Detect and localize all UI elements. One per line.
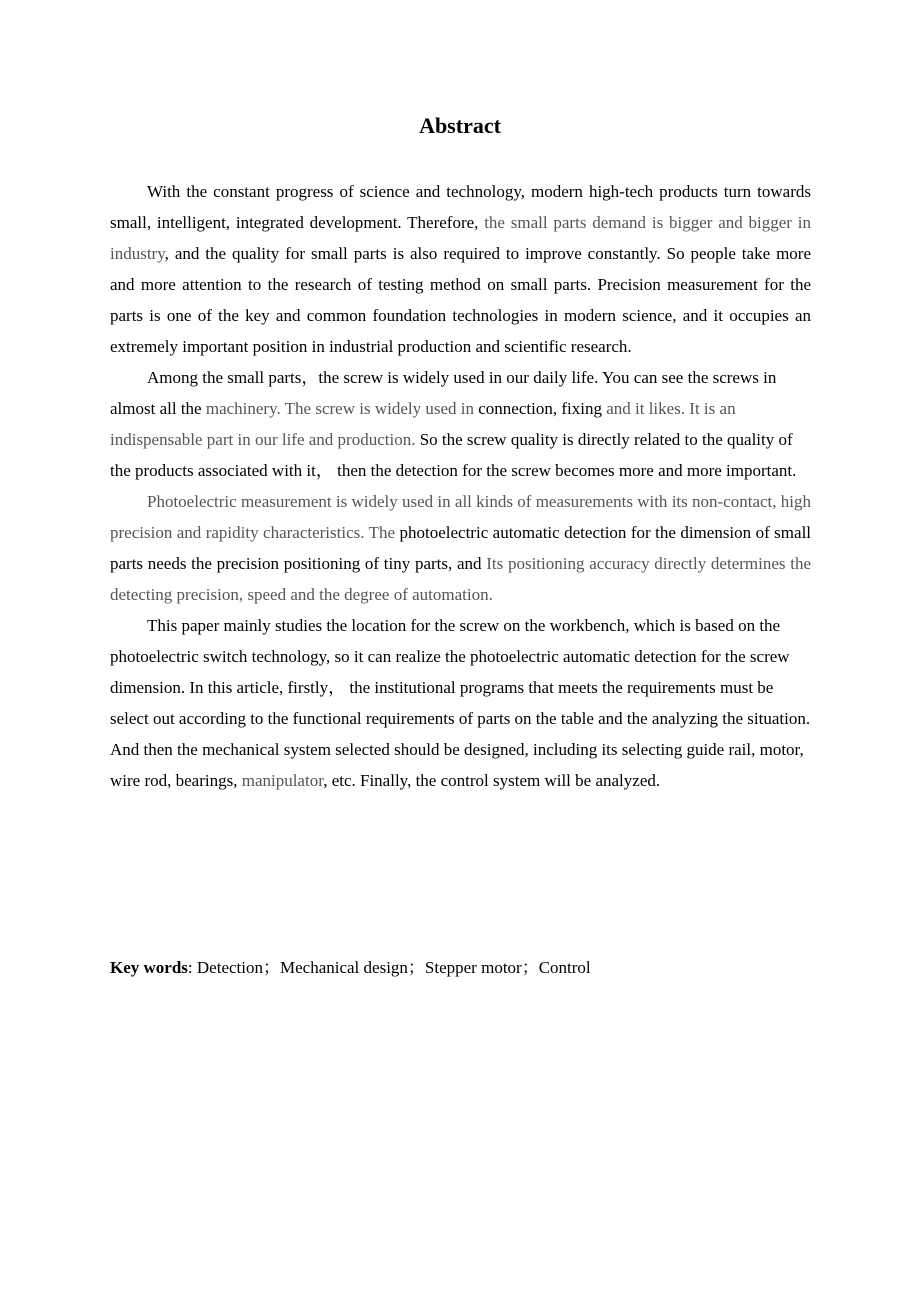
page-title: Abstract: [419, 113, 501, 138]
abstract-paragraph-1: [110, 176, 811, 362]
text-run-gray: the small parts demand is bigger and bigger in industry: [110, 213, 811, 263]
abstract-paragraph-4: [110, 610, 811, 796]
keywords-list: Detection；Mechanical design；Stepper motor；Control: [196, 958, 591, 977]
text-run: connection, fixing: [478, 399, 607, 418]
keywords-label: Key words: [110, 958, 188, 977]
text-run: Among the small parts，the screw is widely used in our daily life. You can see the screws in almost all the: [110, 368, 777, 418]
text-run-gray: Photoelectric measurement is widely used in all kinds of measurements with its non-contact, high precision and rapidity characteristics. The: [110, 492, 811, 542]
keywords-line: [110, 952, 811, 983]
text-run: , and the quality for small parts is also required to improve constantly. So people take more and more attention to the research of testing method on small parts. Precision measurement for the parts is one of the key and common foundation technologies in modern science, and it occupies an extremely important position in industrial production and scientific research.: [110, 244, 811, 356]
text-run-gray: machinery. The screw is widely used in: [205, 399, 479, 418]
text-run: So the screw quality is directly related to the quality of the products associated with it， then the detection for the screw becomes more and more important.: [110, 430, 797, 480]
text-run-gray: and it likes. It is an indispensable part in our life and production.: [110, 399, 736, 449]
abstract-paragraph-3: [110, 486, 811, 610]
text-run: photoelectric automatic detection for the dimension of small parts needs the precision positioning of tiny parts, and: [110, 523, 812, 573]
text-run: With the constant progress of science and technology, modern high-tech products turn towards small, intelligent, integrated development. Therefore,: [110, 182, 811, 232]
abstract-paragraph-2: [110, 362, 811, 486]
text-run: , etc. Finally, the control system will be analyzed.: [323, 771, 661, 790]
keywords-separator: :: [187, 958, 197, 977]
text-run-gray: Its positioning accuracy directly determines the detecting precision, speed and the degree of automation.: [110, 554, 812, 604]
abstract-body: [110, 176, 811, 796]
text-run: This paper mainly studies the location for the screw on the workbench, which is based on the photoelectric switch technology, so it can realize the photoelectric automatic detection for the screw dimension. In this article, firstly， the institutional programs that meets the requirements must be select out according to the functional requirements of parts on the table and the analyzing the situation. And then the mechanical system selected should be designed, including its selecting guide rail, motor, wire rod, bearings,: [110, 616, 811, 790]
text-run-gray: manipulator: [241, 771, 324, 790]
